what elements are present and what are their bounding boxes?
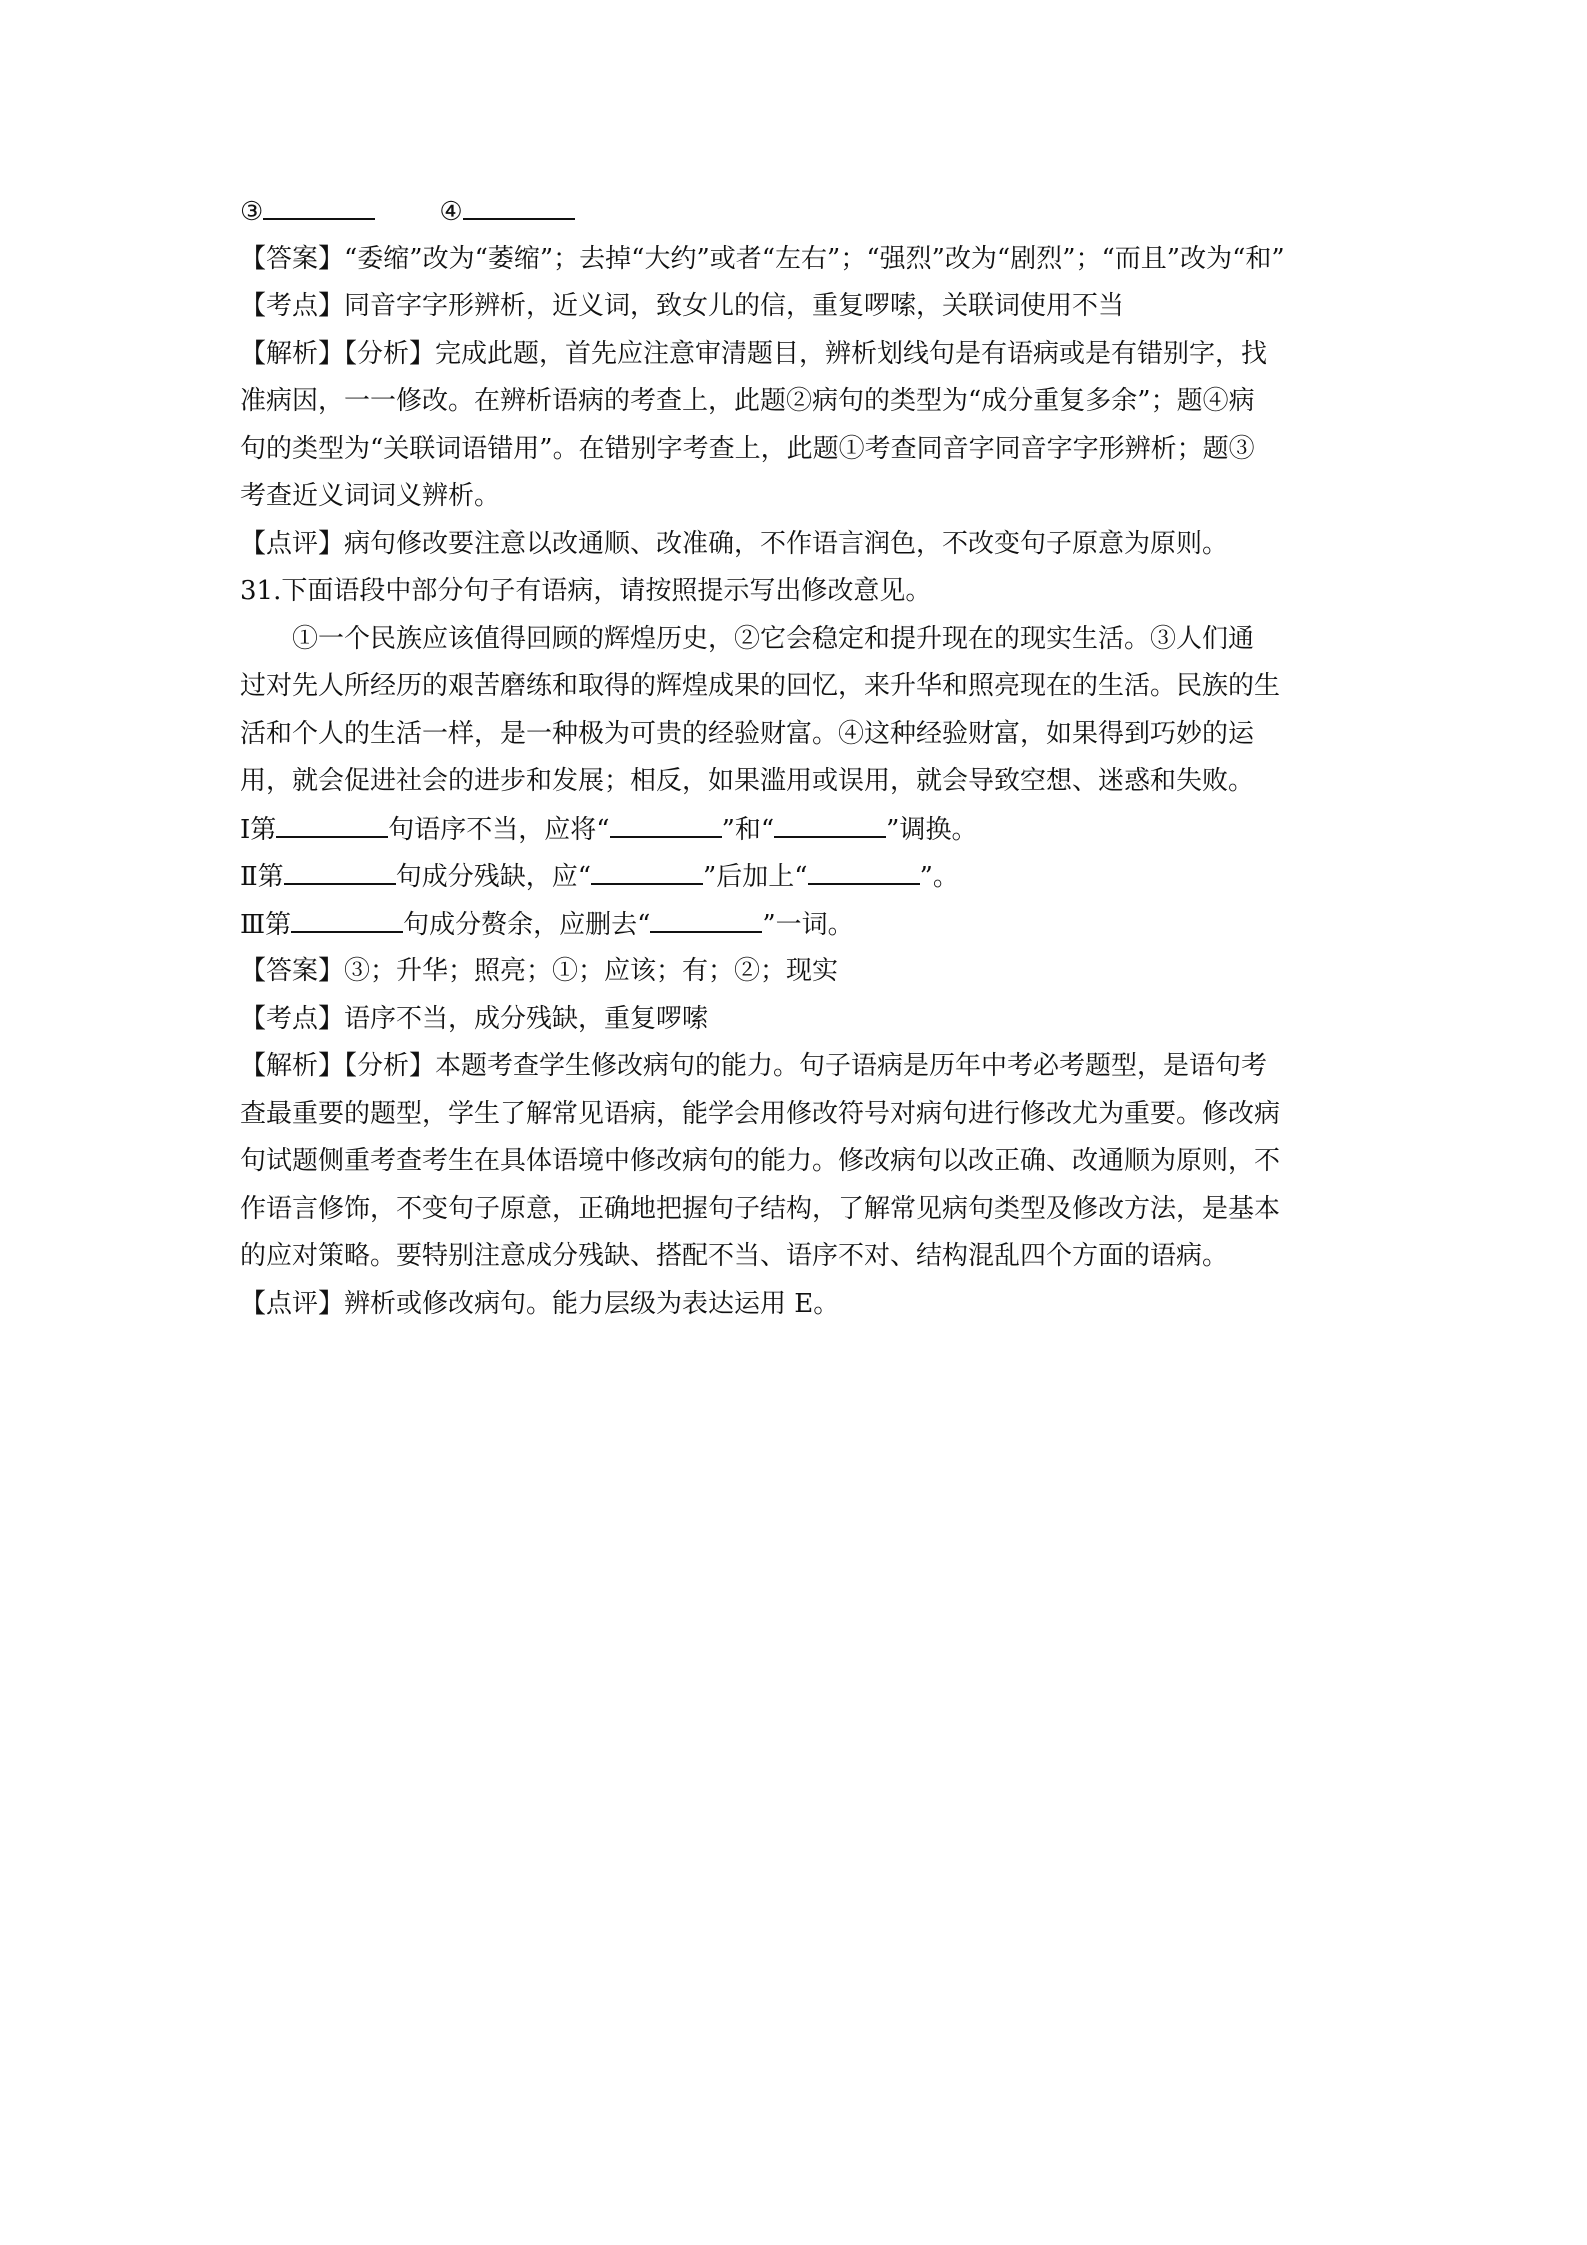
prompt-2-blank-word-b[interactable] — [808, 853, 920, 885]
q31-passage-line-3: 活和个人的生活一样，是一种极为可贵的经验财富。④这种经验财富，如果得到巧妙的运 — [240, 718, 1255, 749]
q31-prompt-3: Ⅲ第 句成分赘余，应删去“ ”一词。 — [240, 901, 1360, 949]
prompt-2-blank-word-a[interactable] — [591, 853, 703, 885]
q31-jiexi-line-1: 【解析】【分析】本题考查学生修改病句的能力。句子语病是历年中考必考题型，是语句考 — [240, 1051, 1268, 1081]
q31-jiexi-line-5: 的应对策略。要特别注意成分残缺、搭配不当、语序不对、结构混乱四个方面的语病。 — [240, 1241, 1229, 1271]
q31-dianping: 【点评】辨析或修改病句。能力层级为表达运用 E。 — [240, 1288, 840, 1319]
prompt-2-blank-sentence[interactable] — [284, 853, 396, 885]
prompt-3-blank-sentence[interactable] — [291, 901, 403, 933]
q31-answer: 【答案】③；升华；照亮；①；应该；有；②；现实 — [240, 956, 839, 986]
q31-jiexi-line-2: 查最重要的题型，学生了解常见语病，能学会用修改符号对病句进行修改尤为重要。修改病 — [240, 1098, 1281, 1129]
q31-passage-line-4: 用，就会促进社会的进步和发展；相反，如果滥用或误用，就会导致空想、迷惑和失败。 — [240, 766, 1255, 796]
q31-kaodian: 【考点】语序不当，成分残缺，重复啰嗦 — [240, 1003, 709, 1034]
q30-dianping: 【点评】病句修改要注意以改通顺、改准确，不作语言润色，不改变句子原意为原则。 — [240, 528, 1229, 559]
q31-passage-line-2: 过对先人所经历的艰苦磨练和取得的辉煌成果的回忆，来升华和照亮现在的生活。民族的生 — [240, 671, 1281, 701]
q30-jiexi-line-4: 考查近义词词义辨析。 — [240, 481, 501, 511]
q30-answer: 【答案】“委缩”改为“萎缩”；去掉“大约”或者“左右”；“强烈”改为“剧烈”；“而且”改为“和” — [240, 243, 1285, 274]
prompt-1-blank-sentence[interactable] — [276, 806, 388, 838]
q30-jiexi-line-2: 准病因，一一修改。在辨析语病的考查上，此题②病句的类型为“成分重复多余”；题④病 — [240, 386, 1255, 416]
prompt-3-blank-word[interactable] — [650, 901, 762, 933]
q31-passage-line-1: ①一个民族应该值得回顾的辉煌历史，②它会稳定和提升现在的现实生活。③人们通 — [292, 623, 1255, 654]
item-3-blank[interactable] — [263, 188, 375, 220]
q31-stem: 31.下面语段中部分句子有语病，请按照提示写出修改意见。 — [240, 576, 932, 606]
prompt-1-blank-word-a[interactable] — [610, 806, 722, 838]
blanks-row — [240, 188, 1360, 236]
q31-prompt-1: Ⅰ第 句语序不当，应将“ ”和“ ”调换。 — [240, 806, 1360, 854]
item-4-blank[interactable] — [463, 188, 575, 220]
q31-prompt-2: Ⅱ第 句成分残缺，应“ ”后加上“ ”。 — [240, 853, 1360, 901]
q31-jiexi-line-3: 句试题侧重考查考生在具体语境中修改病句的能力。修改病句以改正确、改通顺为原则，不 — [240, 1146, 1281, 1176]
q31-jiexi-line-4: 作语言修饰，不变句子原意，正确地把握句子结构，了解常见病句类型及修改方法，是基本 — [240, 1193, 1281, 1224]
q30-jiexi-line-3: 句的类型为“关联词语错用”。在错别字考查上，此题①考查同音字同音字字形辨析；题③ — [240, 433, 1255, 464]
item-4-marker: ④ — [439, 197, 463, 227]
prompt-1-blank-word-b[interactable] — [774, 806, 886, 838]
q30-jiexi-line-1: 【解析】【分析】完成此题，首先应注意审清题目，辨析划线句是有语病或是有错别字，找 — [240, 338, 1268, 369]
item-3-marker: ③ — [240, 197, 264, 227]
document-page — [240, 188, 1360, 1328]
q30-kaodian: 【考点】同音字字形辨析，近义词，致女儿的信，重复啰嗦，关联词使用不当 — [240, 291, 1125, 321]
